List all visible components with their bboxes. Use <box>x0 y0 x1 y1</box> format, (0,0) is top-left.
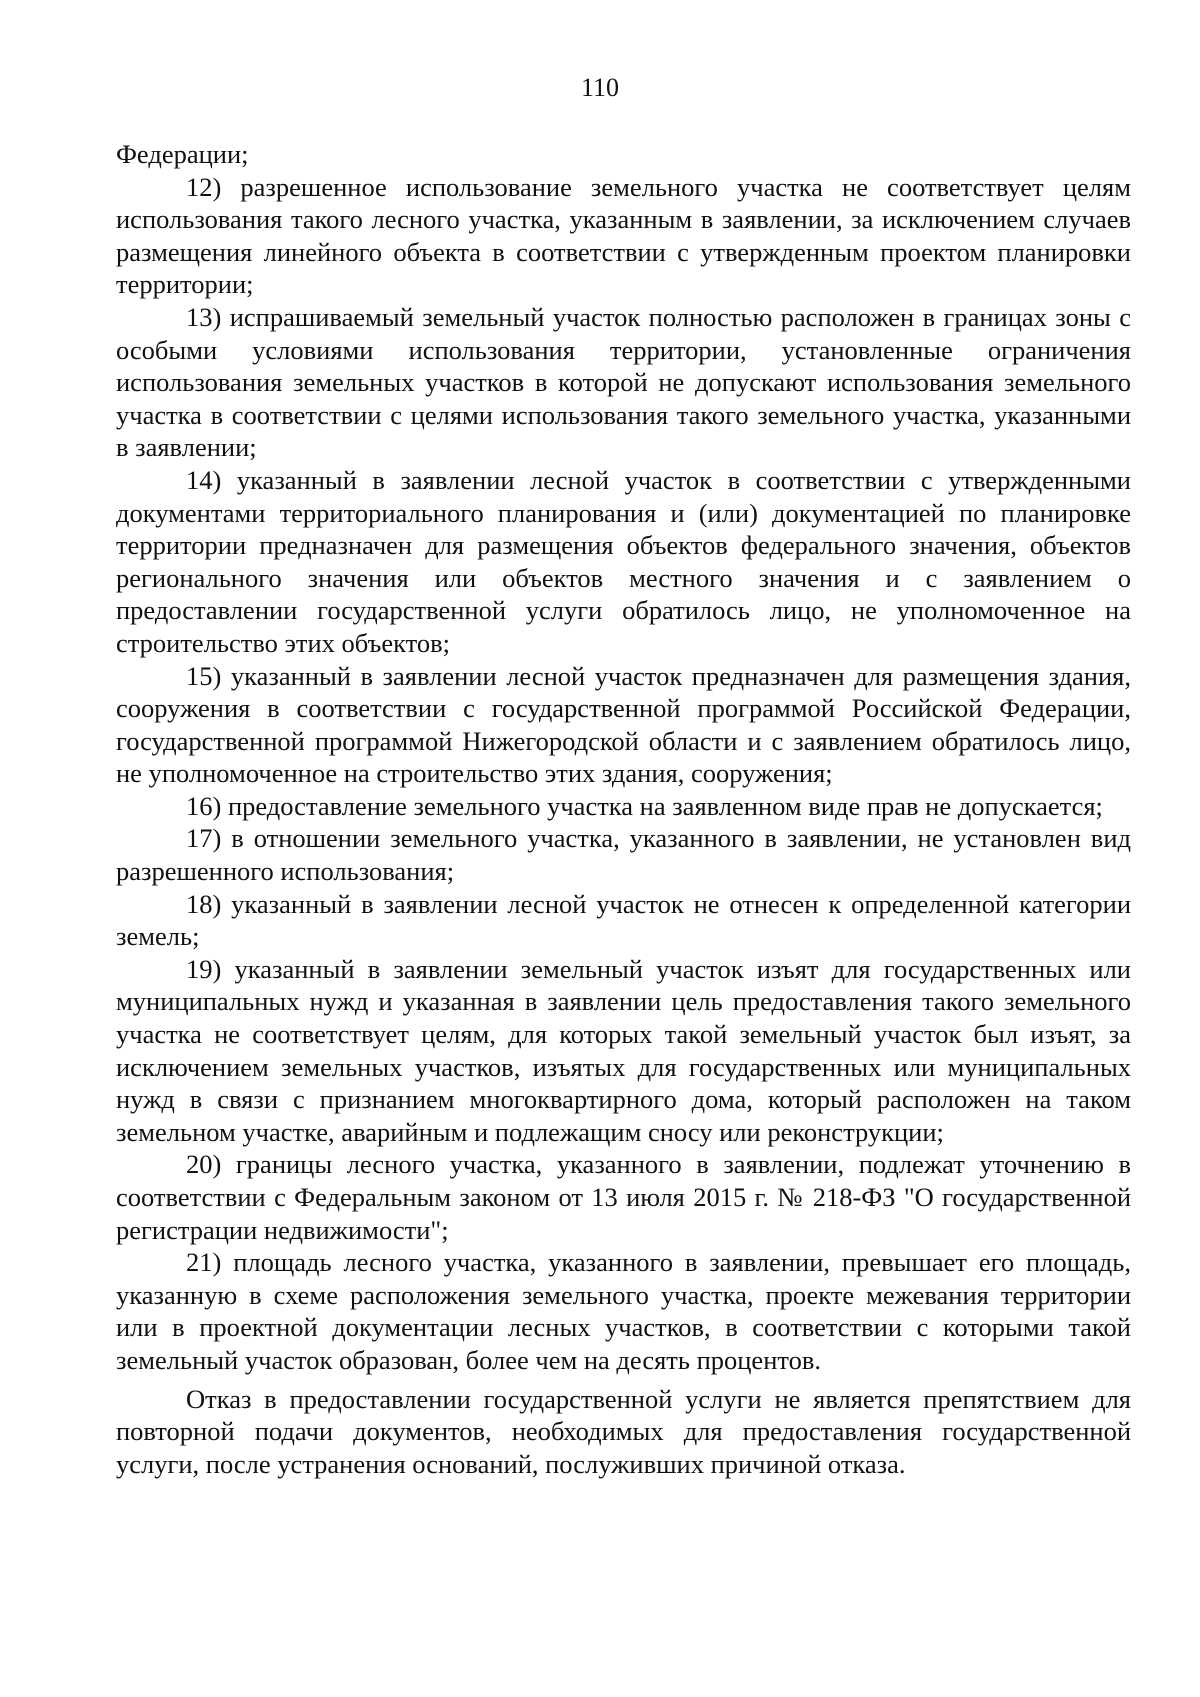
paragraph-item-15: 15) указанный в заявлении лесной участок предназначен для размещения здания, сооружения в соответствии с государственной программой Российской Федерации, государственной программой Нижегородской области и с заявлением обратилось лицо, не уполномоченное на строительство этих здания, сооружения; <box>116 660 1131 789</box>
paragraph-item-16: 16) предоставление земельного участка на заявленном виде прав не допускается; <box>186 790 1103 821</box>
paragraph-item-12: 12) разрешенное использование земельного участка не соответствует целям использования такого лесного участка, указанным в заявлении, за исключением случаев размещения линейного объекта в соответствии с утвержденным проектом планировки территории; <box>116 171 1131 300</box>
paragraph-item-13: 13) испрашиваемый земельный участок полностью расположен в границах зоны с особыми условиями использования территории, установленные ограничения использования земельных участков в которой не допускают использования земельного участка в соответствии с целями использования такого земельного участка, указанными в заявлении; <box>116 301 1131 463</box>
paragraph-item-14: 14) указанный в заявлении лесной участок в соответствии с утвержденными документами территориального планирования и (или) документацией по планировке территории предназначен для размещения объектов федерального значения, объектов регионального значения или объектов местного значения и с заявлением о предоставлении государственной услуги обратилось лицо, не уполномоченное на строительство этих объектов; <box>116 464 1131 658</box>
page-number: 110 <box>580 73 620 102</box>
paragraph-item-21: 21) площадь лесного участка, указанного в заявлении, превышает его площадь, указанную в схеме расположения земельного участка, проекте межевания территории или в проектной документации лесных участков, в соответствии с которыми такой земельный участок образован, более чем на десять процентов. <box>116 1247 1131 1375</box>
paragraph-item-17: 17) в отношении земельного участка, указанного в заявлении, не установлен вид разрешенного использования; <box>116 823 1131 887</box>
paragraph-continuation: Федерации; <box>116 139 249 169</box>
document-body <box>116 138 1131 1480</box>
paragraph-item-18: 18) указанный в заявлении лесной участок не отнесен к определенной категории земель; <box>116 888 1131 952</box>
paragraph-conclusion: Отказ в предоставлении государственной услуги не является препятствием для повторной подачи документов, необходимых для предоставления государственной услуги, после устранения оснований, послуживших причиной отказа. <box>116 1383 1131 1479</box>
paragraph-item-20: 20) границы лесного участка, указанного в заявлении, подлежат уточнению в соответствии с Федеральным законом от 13 июля 2015 г. № 218-ФЗ "О государственной регистрации недвижимости"; <box>116 1149 1131 1245</box>
paragraph-item-19: 19) указанный в заявлении земельный участок изъят для государственных или муниципальных нужд и указанная в заявлении цель предоставления такого земельного участка не соответствует целям, для которых такой земельный участок был изъят, за исключением земельных участков, изъятых для государственных или муниципальных нужд в связи с признанием многоквартирного дома, который расположен на таком земельном участке, аварийным и подлежащим сносу или реконструкции; <box>116 953 1131 1147</box>
